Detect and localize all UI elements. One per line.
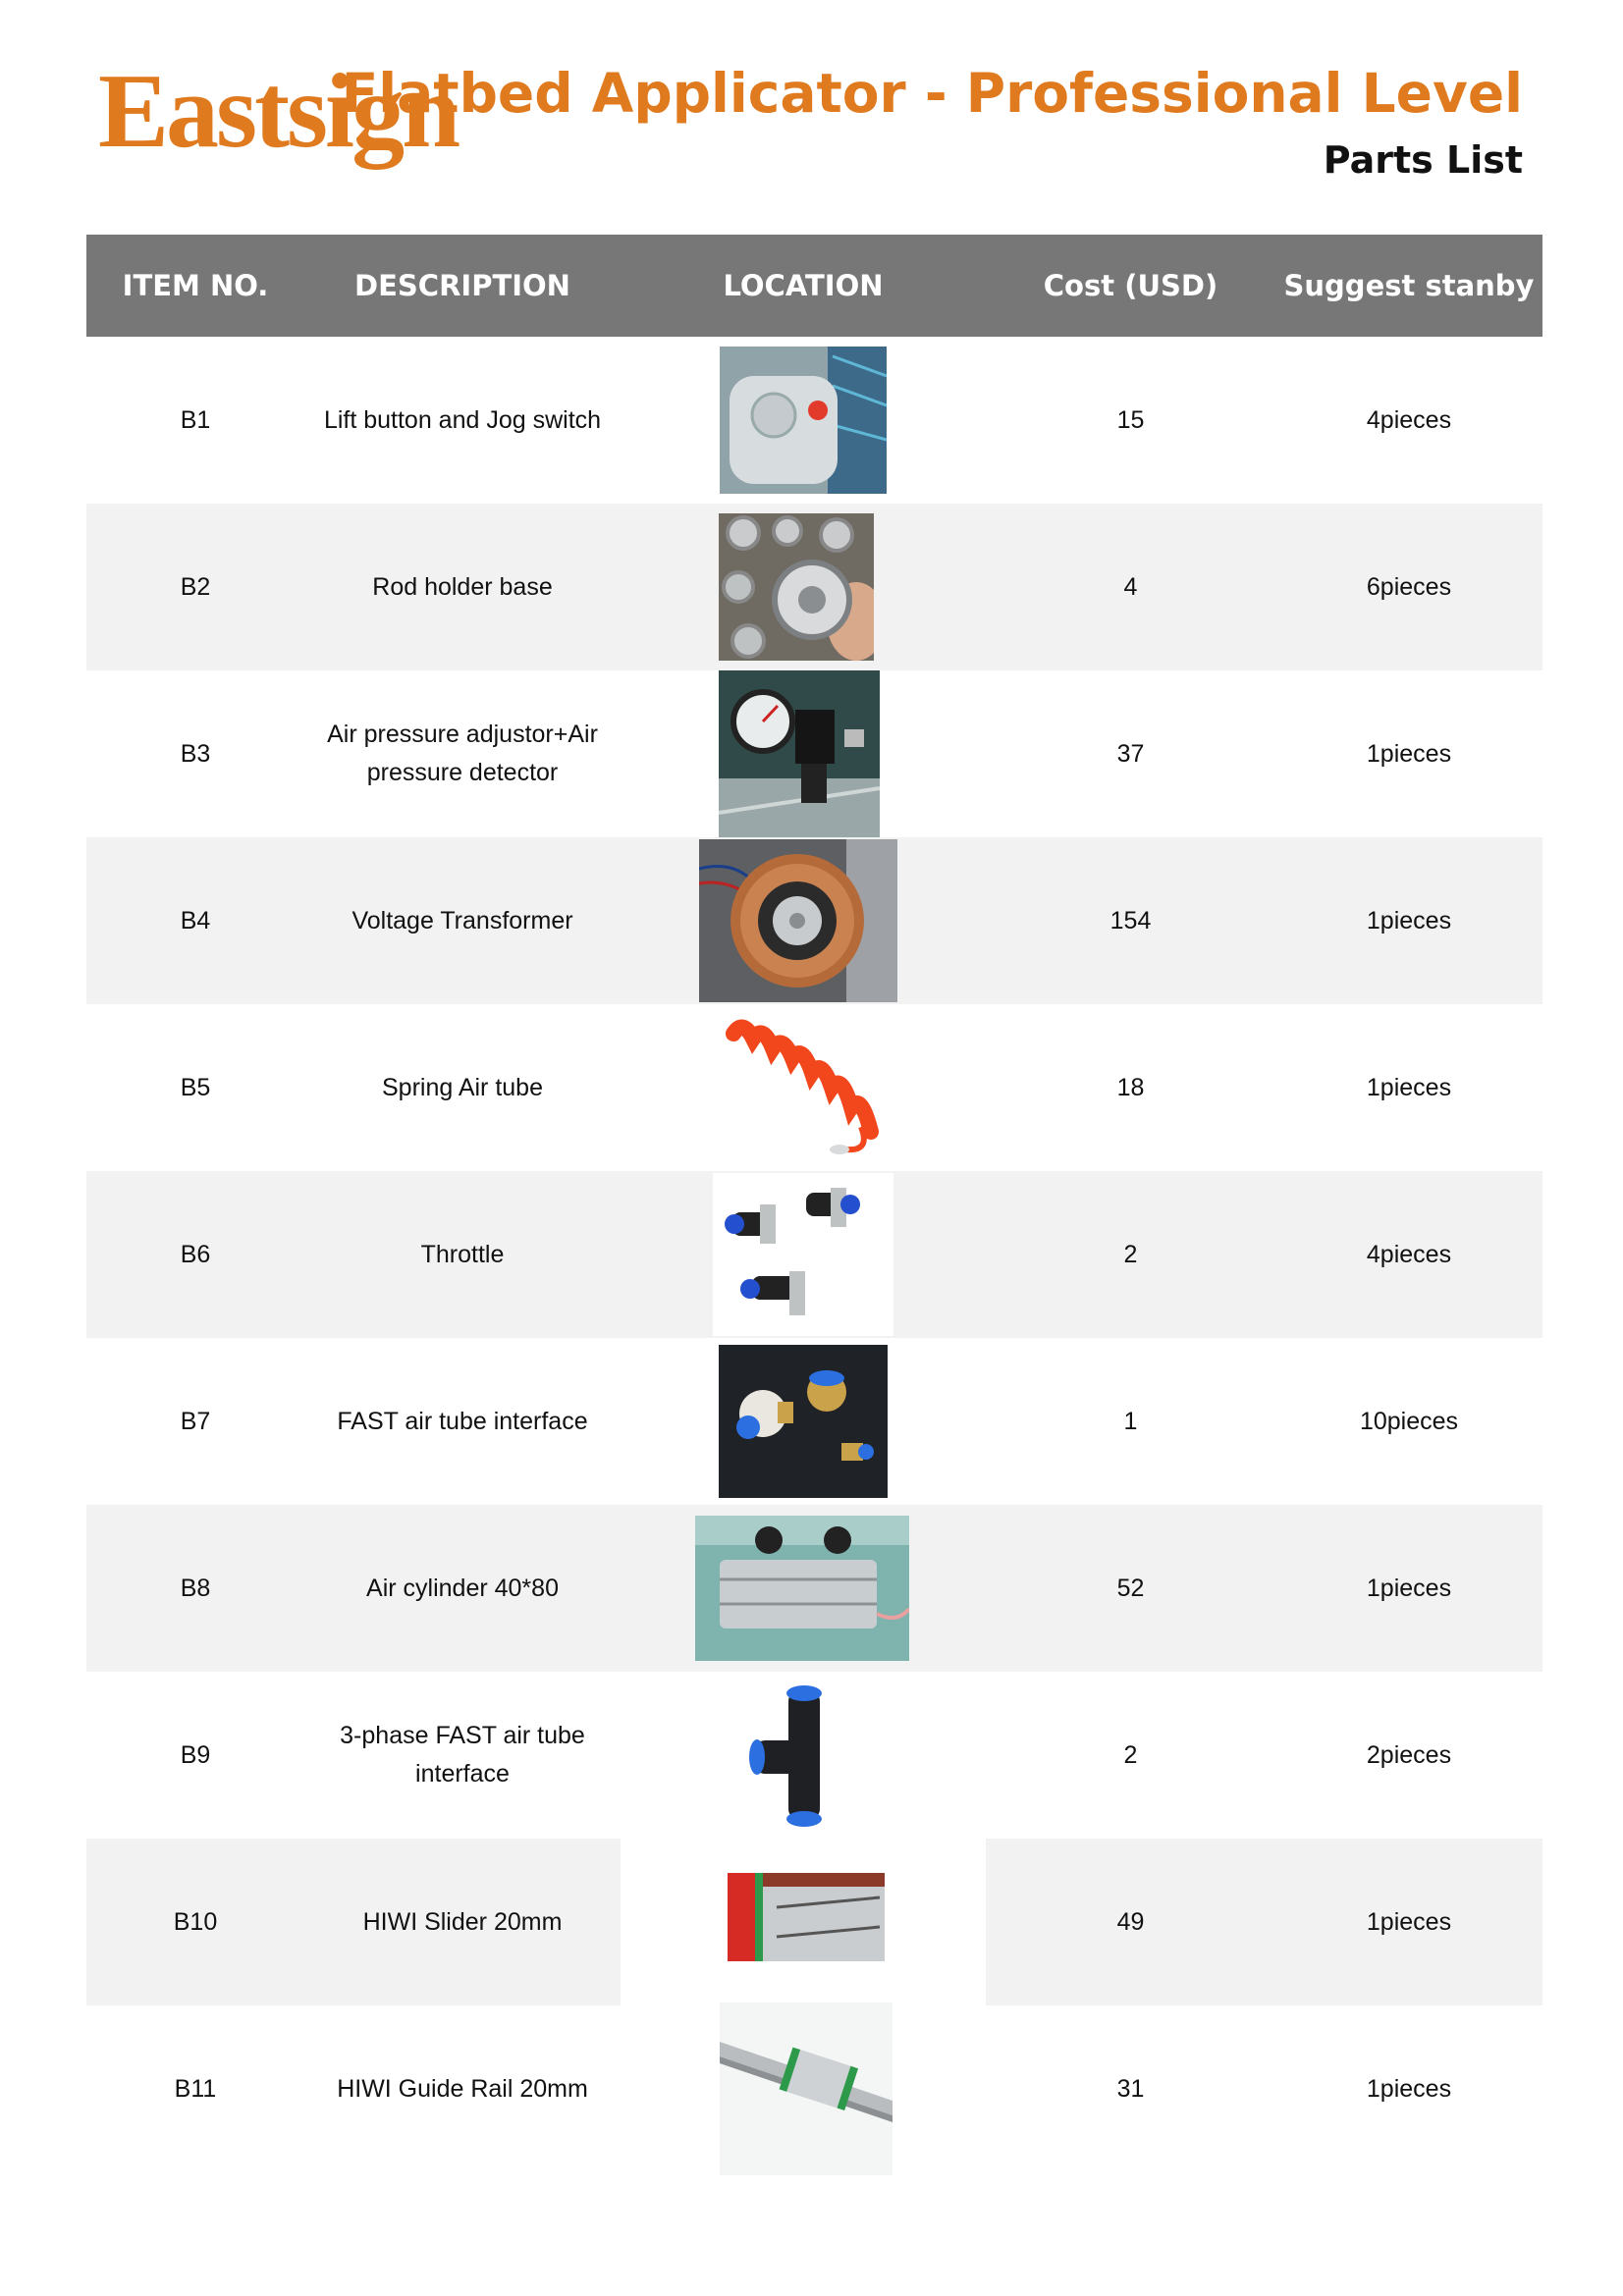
location-cell [621, 1338, 986, 1505]
item-no: B1 [180, 405, 211, 434]
table-row [86, 1338, 1542, 1505]
description: FAST air tube interface [337, 1407, 588, 1435]
standby-qty: 10pieces [1359, 1407, 1459, 1435]
description: 3-phase FAST air tube interface [340, 1722, 585, 1788]
description: Rod holder base [372, 572, 553, 601]
col-header-suggest-standby: Suggest stanby [1283, 269, 1535, 302]
cost: 154 [1109, 906, 1152, 934]
location-cell [621, 2005, 986, 2172]
standby-qty: 4pieces [1366, 1240, 1452, 1268]
location-cell [621, 504, 986, 670]
cost: 4 [1123, 572, 1138, 601]
cost: 52 [1116, 1574, 1145, 1602]
standby-qty: 1pieces [1366, 2074, 1452, 2103]
page-title: Flatbed Applicator - Professional Level [341, 62, 1523, 125]
table-row [86, 1004, 1542, 1171]
spring-air-tube-photo [724, 1014, 883, 1161]
lift-button-jog-switch-photo [720, 347, 887, 494]
table-header [86, 235, 1542, 337]
location-cell [621, 1505, 986, 1672]
item-no: B5 [180, 1073, 211, 1101]
item-no: B9 [180, 1740, 211, 1769]
cost: 15 [1116, 405, 1145, 434]
description: Throttle [420, 1240, 505, 1268]
cost: 31 [1116, 2074, 1145, 2103]
location-cell [621, 1839, 986, 2005]
location-cell [621, 1171, 986, 1338]
description: Air pressure adjustor+Air pressure detector [327, 721, 598, 786]
table-row [86, 1672, 1542, 1839]
item-no: B8 [180, 1574, 211, 1602]
rod-holder-base-photo [719, 513, 874, 661]
cost: 37 [1116, 739, 1145, 768]
standby-qty: 1pieces [1366, 1574, 1452, 1602]
item-no: B6 [180, 1240, 211, 1268]
standby-qty: 1pieces [1366, 1073, 1452, 1101]
description: HIWI Slider 20mm [362, 1907, 563, 1936]
cost: 2 [1123, 1740, 1138, 1769]
air-pressure-adjustor-photo [719, 670, 880, 837]
description: Voltage Transformer [352, 906, 573, 934]
location-cell [621, 1004, 986, 1171]
standby-qty: 4pieces [1366, 405, 1452, 434]
voltage-transformer-photo [699, 839, 897, 1002]
item-no: B4 [180, 906, 211, 934]
location-cell [621, 337, 986, 504]
hiwin-slider-photo [718, 1843, 894, 2001]
col-header-cost: Cost (USD) [1043, 269, 1218, 302]
description: Spring Air tube [382, 1073, 543, 1101]
item-no: B3 [180, 739, 211, 768]
table-row [86, 2005, 1542, 2172]
table-row [86, 837, 1542, 1004]
table-row [86, 1171, 1542, 1338]
cost: 2 [1123, 1240, 1138, 1268]
standby-qty: 2pieces [1366, 1740, 1452, 1769]
col-header-description: DESCRIPTION [354, 268, 570, 302]
description: HIWI Guide Rail 20mm [337, 2074, 588, 2103]
location-cell [621, 1672, 986, 1839]
cost: 18 [1116, 1073, 1145, 1101]
table-row [86, 504, 1542, 670]
eastsign-logo: Eastsign [98, 53, 459, 170]
three-phase-fitting-photo [747, 1682, 855, 1829]
air-cylinder-photo [695, 1516, 909, 1661]
item-no: B2 [180, 572, 211, 601]
table-row [86, 337, 1542, 504]
fast-air-tube-interface-photo [719, 1345, 888, 1498]
description: Lift button and Jog switch [323, 405, 602, 434]
item-no: B7 [180, 1407, 211, 1435]
location-cell [621, 670, 986, 837]
standby-qty: 1pieces [1366, 906, 1452, 934]
page-subtitle: Parts List [1323, 138, 1523, 182]
standby-qty: 1pieces [1366, 1907, 1452, 1936]
standby-qty: 6pieces [1366, 572, 1452, 601]
item-no: B11 [174, 2074, 217, 2103]
table-row [86, 1505, 1542, 1672]
col-header-location: LOCATION [723, 269, 884, 302]
cost: 49 [1116, 1907, 1145, 1936]
table-row [86, 670, 1542, 837]
parts-table [86, 235, 1542, 2172]
standby-qty: 1pieces [1366, 739, 1452, 768]
col-header-item-no: ITEM NO. [122, 269, 269, 302]
item-no: B10 [173, 1907, 218, 1936]
throttle-photo [713, 1173, 893, 1336]
cost: 1 [1123, 1407, 1138, 1435]
hiwin-guide-rail-photo [720, 2002, 893, 2175]
location-cell [621, 837, 986, 1004]
table-row [86, 1839, 1542, 2005]
description: Air cylinder 40*80 [366, 1574, 559, 1602]
